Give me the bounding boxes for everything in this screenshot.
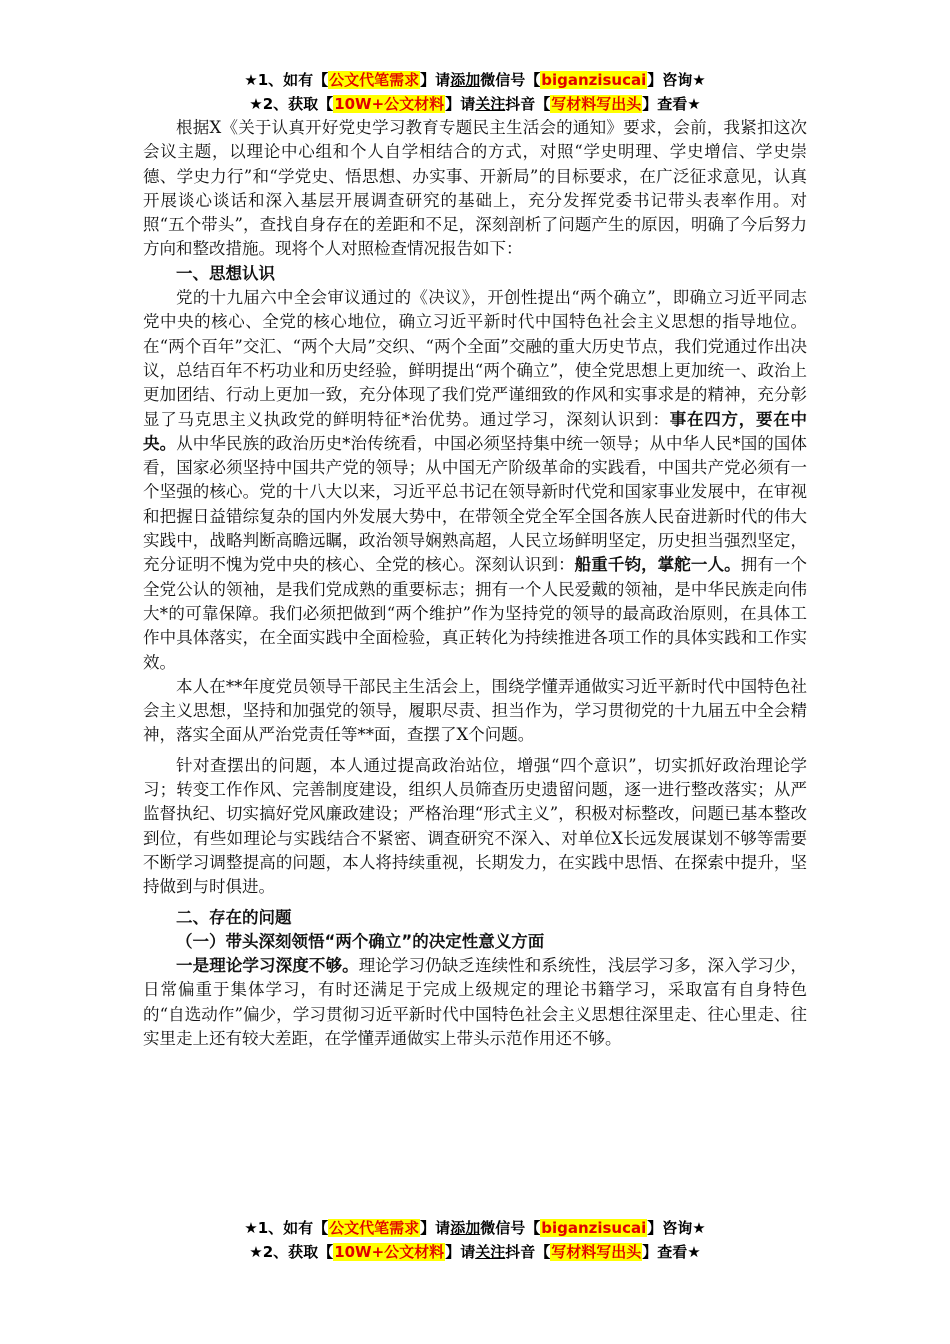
subsection-heading-1: （一）带头深刻领悟“两个确立”的决定性意义方面 (176, 931, 545, 951)
promo-line-1 (143, 68, 807, 92)
promo-underline: 关注 (475, 95, 506, 113)
promo-text: 微信号【 (480, 71, 541, 89)
promo-underline: 添加 (450, 1219, 481, 1237)
promo-text: 抖音【 (505, 95, 551, 113)
text-run: 党的十九届六中全会审议通过的《决议》，开创性提出“两个确立”，即确立习近平同志党中央的核心、全党的核心地位，确立习近平新时代中国特色社会主义思想的指导地位。在“两个百年”交汇、“两个大局”交织、“两个全面”交融的重大历史节点，我们党通过作出决议，总结百年不朽功业和历史经验，鲜明提出“两个确立”，使全党思想上更加统一、政治上更加团结、行动上更加一致，充分体现了我们党严谨细致的作风和实事求是的精神，充分彰显了马克思主义执政党的鲜明特征*治优势。通过学习，深刻认识到： (143, 288, 807, 429)
section-heading-1: 一、思想认识 (176, 263, 275, 283)
promo-highlight: biganzisucai (541, 1219, 647, 1237)
promo-underline: 添加 (450, 71, 481, 89)
promo-text: ★2、获取【 (249, 1243, 334, 1261)
paragraph-issue-1 (143, 954, 807, 1051)
promo-text: 】咨询★ (647, 1219, 706, 1237)
text-run: 拥有一个全党公认的领袖，是我们党成熟的重要标志；拥有一个人民爱戴的领袖，是中华民族走向伟大*的可靠保障。我们必须把做到“两个维护”作为坚持党的领导的最高政治原则，在具体工作中具体落实，在全面实践中全面检验，真正转化为持续推进各项工作的具体实践和工作实效。 (143, 555, 808, 672)
promo-text: ★2、获取【 (249, 95, 334, 113)
intro-paragraph: 根据X《关于认真开好党史学习教育专题民主生活会的通知》要求，会前，我紧扣这次会议主题，以理论中心组和个人自学相结合的方式，对照“学史明理、学史增信、学史崇德、学史力行”和“学党史、悟思想、办实事、开新局”的目标要求，在广泛征求意见，认真开展谈心谈话和深入基层开展调查研究的基础上，充分发挥党委书记带头表率作用。对照“五个带头”，查找自身存在的差距和不足，深刻剖析了问题产生的原因，明确了今后努力方向和整改措施。现将个人对照检查情况报告如下： (143, 118, 807, 259)
promo-banner-top (143, 68, 807, 116)
promo-text: 】请 (445, 1243, 476, 1261)
paragraph-thought (143, 286, 807, 675)
promo-line-2 (143, 92, 807, 116)
text-run: 理论学习仍缺乏连续性和系统性，浅层学习多，深入学习少，日常偏重于集体学习，有时还满足于完成上级规定的理论书籍学习，采取富有自身特色的“自选动作”偏少，学习贯彻习近平新时代中国特色社会主义思想往深里走、往心里走、往实里走上还有较大差距，在学懂弄通做实上带头示范作用还不够。 (143, 956, 808, 1048)
promo-text: 】请 (420, 1219, 451, 1237)
promo-text: 】查看★ (642, 1243, 701, 1261)
paragraph-rectification: 针对查摆出的问题，本人通过提高政治站位，增强“四个意识”，切实抓好政治理论学习；转变工作作风、完善制度建设，组织人员筛查历史遗留问题，逐一进行整改落实；从严监督执纪、切实搞好党风廉政建设；严格治理“形式主义”，积极对标整改，问题已基本整改到位，有些如理论与实践结合不紧密、调查研究不深入、对单位X长远发展谋划不够等需要不断学习调整提高的问题，本人将持续重视，长期发力，在实践中思悟、在探索中提升，坚持做到与时俱进。 (143, 755, 807, 897)
promo-highlight: 写材料写出头 (551, 95, 642, 113)
promo-text: ★1、如有【 (244, 1219, 329, 1237)
document-page (143, 68, 807, 1051)
promo-highlight: 公文代笔需求 (329, 1219, 420, 1237)
paragraph-review: 本人在**年度党员领导干部民主生活会上，围绕学懂弄通做实习近平新时代中国特色社会主义思想，坚持和加强党的领导，履职尽责、担当作为，学习贯彻党的十九届五中全会精神，落实全面从严治党责任等**面，查摆了X个问题。 (143, 676, 807, 745)
bold-run: 船重千钧，掌舵一人。 (574, 555, 741, 575)
promo-text: 】咨询★ (647, 71, 706, 89)
promo-text: 】查看★ (642, 95, 701, 113)
text-run: 从中华民族的政治历史*治传统看，中国必须坚持集中统一领导；从中华人民*国的国体看，国家必须坚持中国共产党的领导；从中国无产阶级革命的实践看，中国共产党必须有一个坚强的核心。党的十八大以来，习近平总书记在领导新时代党和国家事业发展中，在审视和把握日益错综复杂的国内外发展大势中，在带领全党全军全国各族人民奋进新时代的伟大实践中，战略判断高瞻远瞩，政治领导娴熟高超，人民立场鲜明坚定，历史担当强烈坚定，充分证明不愧为党中央的核心、全党的核心。深刻认识到： (143, 433, 808, 575)
promo-underline: 关注 (475, 1243, 506, 1261)
promo-text: 微信号【 (480, 1219, 541, 1237)
bold-run: 一是理论学习深度不够。 (176, 956, 359, 976)
promo-highlight: 公文代笔需求 (329, 71, 420, 89)
promo-text: 抖音【 (505, 1243, 551, 1261)
promo-text: 】请 (420, 71, 451, 89)
promo-line-2 (143, 1240, 807, 1264)
section-heading-2: 二、存在的问题 (176, 907, 292, 927)
promo-highlight: 10W+公文材料 (334, 1243, 445, 1261)
promo-text: 】请 (445, 95, 476, 113)
promo-highlight: 10W+公文材料 (334, 95, 445, 113)
promo-highlight: biganzisucai (541, 71, 647, 89)
promo-highlight: 写材料写出头 (551, 1243, 642, 1261)
bold-run: 事在四方，要在中央。 (143, 409, 808, 453)
promo-text: ★1、如有【 (244, 71, 329, 89)
promo-line-1 (143, 1216, 807, 1240)
promo-banner-bottom (143, 1216, 807, 1264)
